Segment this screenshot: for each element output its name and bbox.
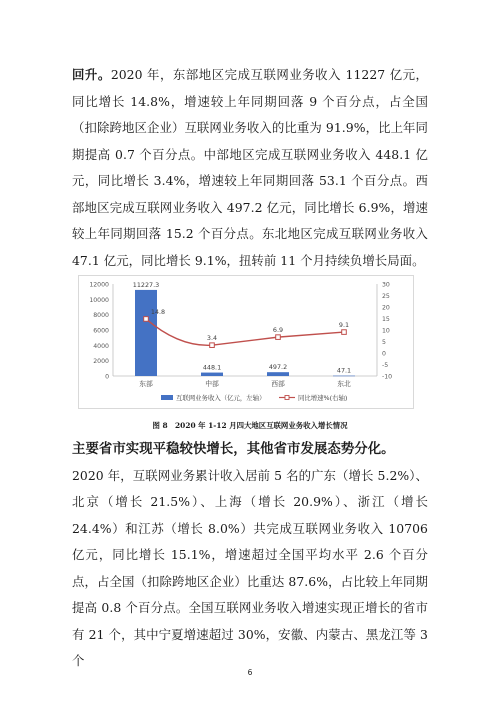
legend-label-line: 同比增速%(右轴) — [298, 394, 348, 402]
y-right-tick-label: 30 — [382, 281, 390, 289]
figure-caption: 图 8 2020 年 1-12 月四大地区互联网业务收入增长情况 — [152, 421, 348, 430]
x-tick-label: 东北 — [337, 380, 351, 388]
y-left-tick-label: 0 — [105, 373, 109, 381]
bar — [201, 373, 223, 376]
regional-revenue-chart — [78, 275, 414, 409]
line-data-label: 3.4 — [206, 334, 218, 343]
line-point — [210, 343, 215, 348]
legend-swatch-marker — [285, 396, 289, 400]
y-right-tick-label: -5 — [382, 362, 389, 369]
bar-data-label: 497.2 — [268, 363, 288, 372]
paragraph-provinces — [72, 436, 428, 675]
y-right-tick-label: 15 — [382, 316, 390, 323]
line-data-label: 6.9 — [272, 326, 284, 335]
legend-label-bar: 互联网业务收入（亿元，左轴） — [176, 394, 266, 402]
bar — [267, 372, 289, 376]
page-number: 6 — [247, 668, 253, 677]
paragraph-body: 2020 年，互联网业务累计收入居前 5 名的广东（增长 5.2%）、北京（增长 21.5%）、上海（增长 20.9%）、浙江（增长 24.4%）和江苏（增长 8.0%）共完成互联网业务收入 10706 亿元，同比增长 15.1%，增速超过全国平均水平 2.6 个百分点，占全国（扣除跨地区企业）比重达 87.6%，占比较上年同期提高 0.8 个百分点。全国互联网业务收入增速实现正增长的省市有 21 个，其中宁夏增速超过 30%，安徽、内蒙古、黑龙江等 3 个 — [72, 467, 428, 668]
line-point — [144, 317, 149, 322]
y-left-tick-label: 8000 — [93, 312, 109, 320]
bar — [333, 376, 355, 377]
y-left-tick-label: 12000 — [89, 281, 109, 289]
growth-rate-line — [146, 319, 344, 345]
bar-data-label: 448.1 — [202, 363, 222, 372]
y-right-tick-label: 0 — [382, 350, 386, 358]
line-point — [276, 335, 281, 340]
paragraph-regional-revenue — [72, 62, 428, 274]
x-tick-label: 西部 — [271, 380, 285, 388]
y-left-tick-label: 10000 — [89, 296, 109, 304]
paragraph-body: 2020 年，东部地区完成互联网业务收入 11227 亿元，同比增长 14.8%，增速较上年同期回落 9 个百分点，占全国（扣除跨地区企业）互联网业务收入的比重为 91.9%，比上年同期提高 0.7 个百分点。中部地区完成互联网业务收入 448.1 亿元，同比增长 3.4%，增速较上年同期回落 53.1 个百分点。西部地区完成互联网业务收入 497.2 亿元，同比增长 6.9%，增速较上年同期回落 15.2 个百分点。东北地区完成互联网业务收入 47.1 亿元，同比增长 9.1%，扭转前 11 个月持续负增长局面。 — [72, 67, 429, 268]
y-right-tick-label: 25 — [382, 293, 390, 300]
x-tick-label: 东部 — [139, 380, 153, 388]
x-tick-label: 中部 — [205, 380, 219, 388]
y-right-tick-label: -10 — [382, 373, 393, 381]
chart-canvas — [79, 276, 415, 410]
bar-data-label: 47.1 — [336, 366, 352, 375]
y-right-tick-label: 10 — [382, 327, 390, 335]
bar-data-label: 11227.3 — [132, 280, 160, 289]
legend-swatch-bar — [161, 395, 173, 400]
paragraph-heading: 主要省市实现平稳较快增长，其他省市发展态势分化。 — [72, 441, 395, 457]
line-point — [342, 330, 347, 335]
y-left-tick-label: 6000 — [93, 327, 109, 335]
y-right-tick-label: 5 — [382, 339, 386, 346]
y-left-tick-label: 2000 — [93, 358, 109, 366]
paragraph-lead: 回升。 — [72, 67, 111, 82]
y-left-tick-label: 4000 — [93, 342, 109, 350]
y-right-tick-label: 20 — [382, 304, 390, 312]
line-data-label: 14.8 — [150, 307, 166, 316]
line-data-label: 9.1 — [338, 321, 350, 330]
bar — [135, 290, 157, 376]
